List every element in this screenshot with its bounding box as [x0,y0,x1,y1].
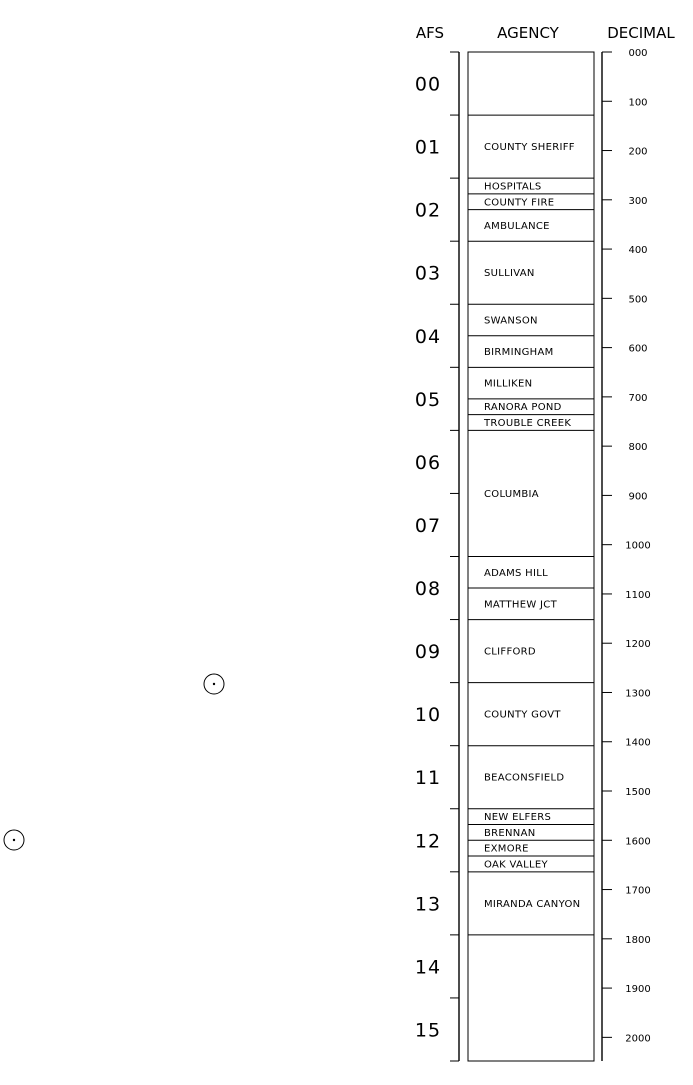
decimal-label: 300 [628,195,648,207]
afs-label: 07 [414,514,442,537]
decimal-label: 1300 [625,688,651,700]
decimal-label: 200 [628,146,648,158]
agency-label: MILLIKEN [484,378,533,390]
decimal-label: 1600 [625,836,651,848]
afs-label: 15 [414,1019,442,1042]
decimal-label: 1700 [625,885,651,897]
agency-label: RANORA POND [484,402,562,414]
agency-label: COUNTY GOVT [484,709,561,721]
agency-label: NEW ELFERS [484,812,552,824]
dot-circle-icon [204,674,224,694]
afs-label: 05 [414,388,442,411]
decimal-label: 1900 [625,984,651,996]
decimal-label: 1400 [625,737,651,749]
afs-label: 13 [414,893,442,916]
agency-label: BEACONSFIELD [484,772,565,784]
agency-label: COLUMBIA [484,488,539,500]
decimal-header: DECIMAL [607,24,675,42]
agency-label: AMBULANCE [484,220,550,232]
dot-circle-icon [4,830,24,850]
agency-label: CLIFFORD [484,646,536,658]
decimal-label: 1100 [625,589,651,601]
decimal-label: 2000 [625,1033,651,1045]
decimal-label: 1000 [625,540,651,552]
decimal-label: 900 [628,491,648,503]
afs-label: 08 [414,578,442,601]
agency-labels-group [483,142,580,910]
decimal-label: 100 [628,97,648,109]
afs-header: AFS [415,24,445,42]
afs-label: 11 [414,767,442,790]
agency-label: MATTHEW JCT [484,599,557,611]
decimal-label: 500 [628,294,648,306]
agency-label: HOSPITALS [484,181,542,193]
afs-label: 03 [414,262,442,285]
decimal-label: 1500 [625,787,651,799]
afs-label: 09 [414,641,442,664]
afs-label: 04 [414,325,442,348]
afs-label: 12 [414,830,442,853]
decimal-labels-group [625,48,650,1044]
afs-label: 00 [414,73,442,96]
afs-label: 14 [414,956,442,979]
agency-label: BIRMINGHAM [484,347,554,359]
decimal-label: 000 [628,48,648,59]
agency-label: TROUBLE CREEK [484,417,572,429]
agency-label: ADAMS HILL [484,567,548,579]
afs-label: 10 [414,704,442,727]
decimal-label: 1200 [625,639,651,651]
agency-label: SWANSON [484,315,538,327]
decimal-label: 600 [628,343,648,355]
decimal-ticks-group [602,52,612,1037]
agency-label: COUNTY FIRE [484,197,555,209]
afs-label: 06 [414,451,442,474]
afs-labels-group [415,74,441,1042]
decimal-label: 800 [628,442,648,454]
agency-header: AGENCY [497,24,559,42]
agency-label: OAK VALLEY [484,859,548,871]
afs-ticks-group [450,52,459,1061]
afs-label: 01 [414,136,442,159]
agency-label: SULLIVAN [484,268,535,280]
agency-label: BRENNAN [484,827,536,839]
afs-label: 02 [414,199,442,222]
decimal-label: 700 [628,392,648,404]
decimal-label: 400 [628,245,648,257]
agency-label: COUNTY SHERIFF [484,142,575,154]
agency-label: EXMORE [484,843,529,855]
decimal-label: 1800 [625,934,651,946]
agency-label: MIRANDA CANYON [484,898,581,910]
